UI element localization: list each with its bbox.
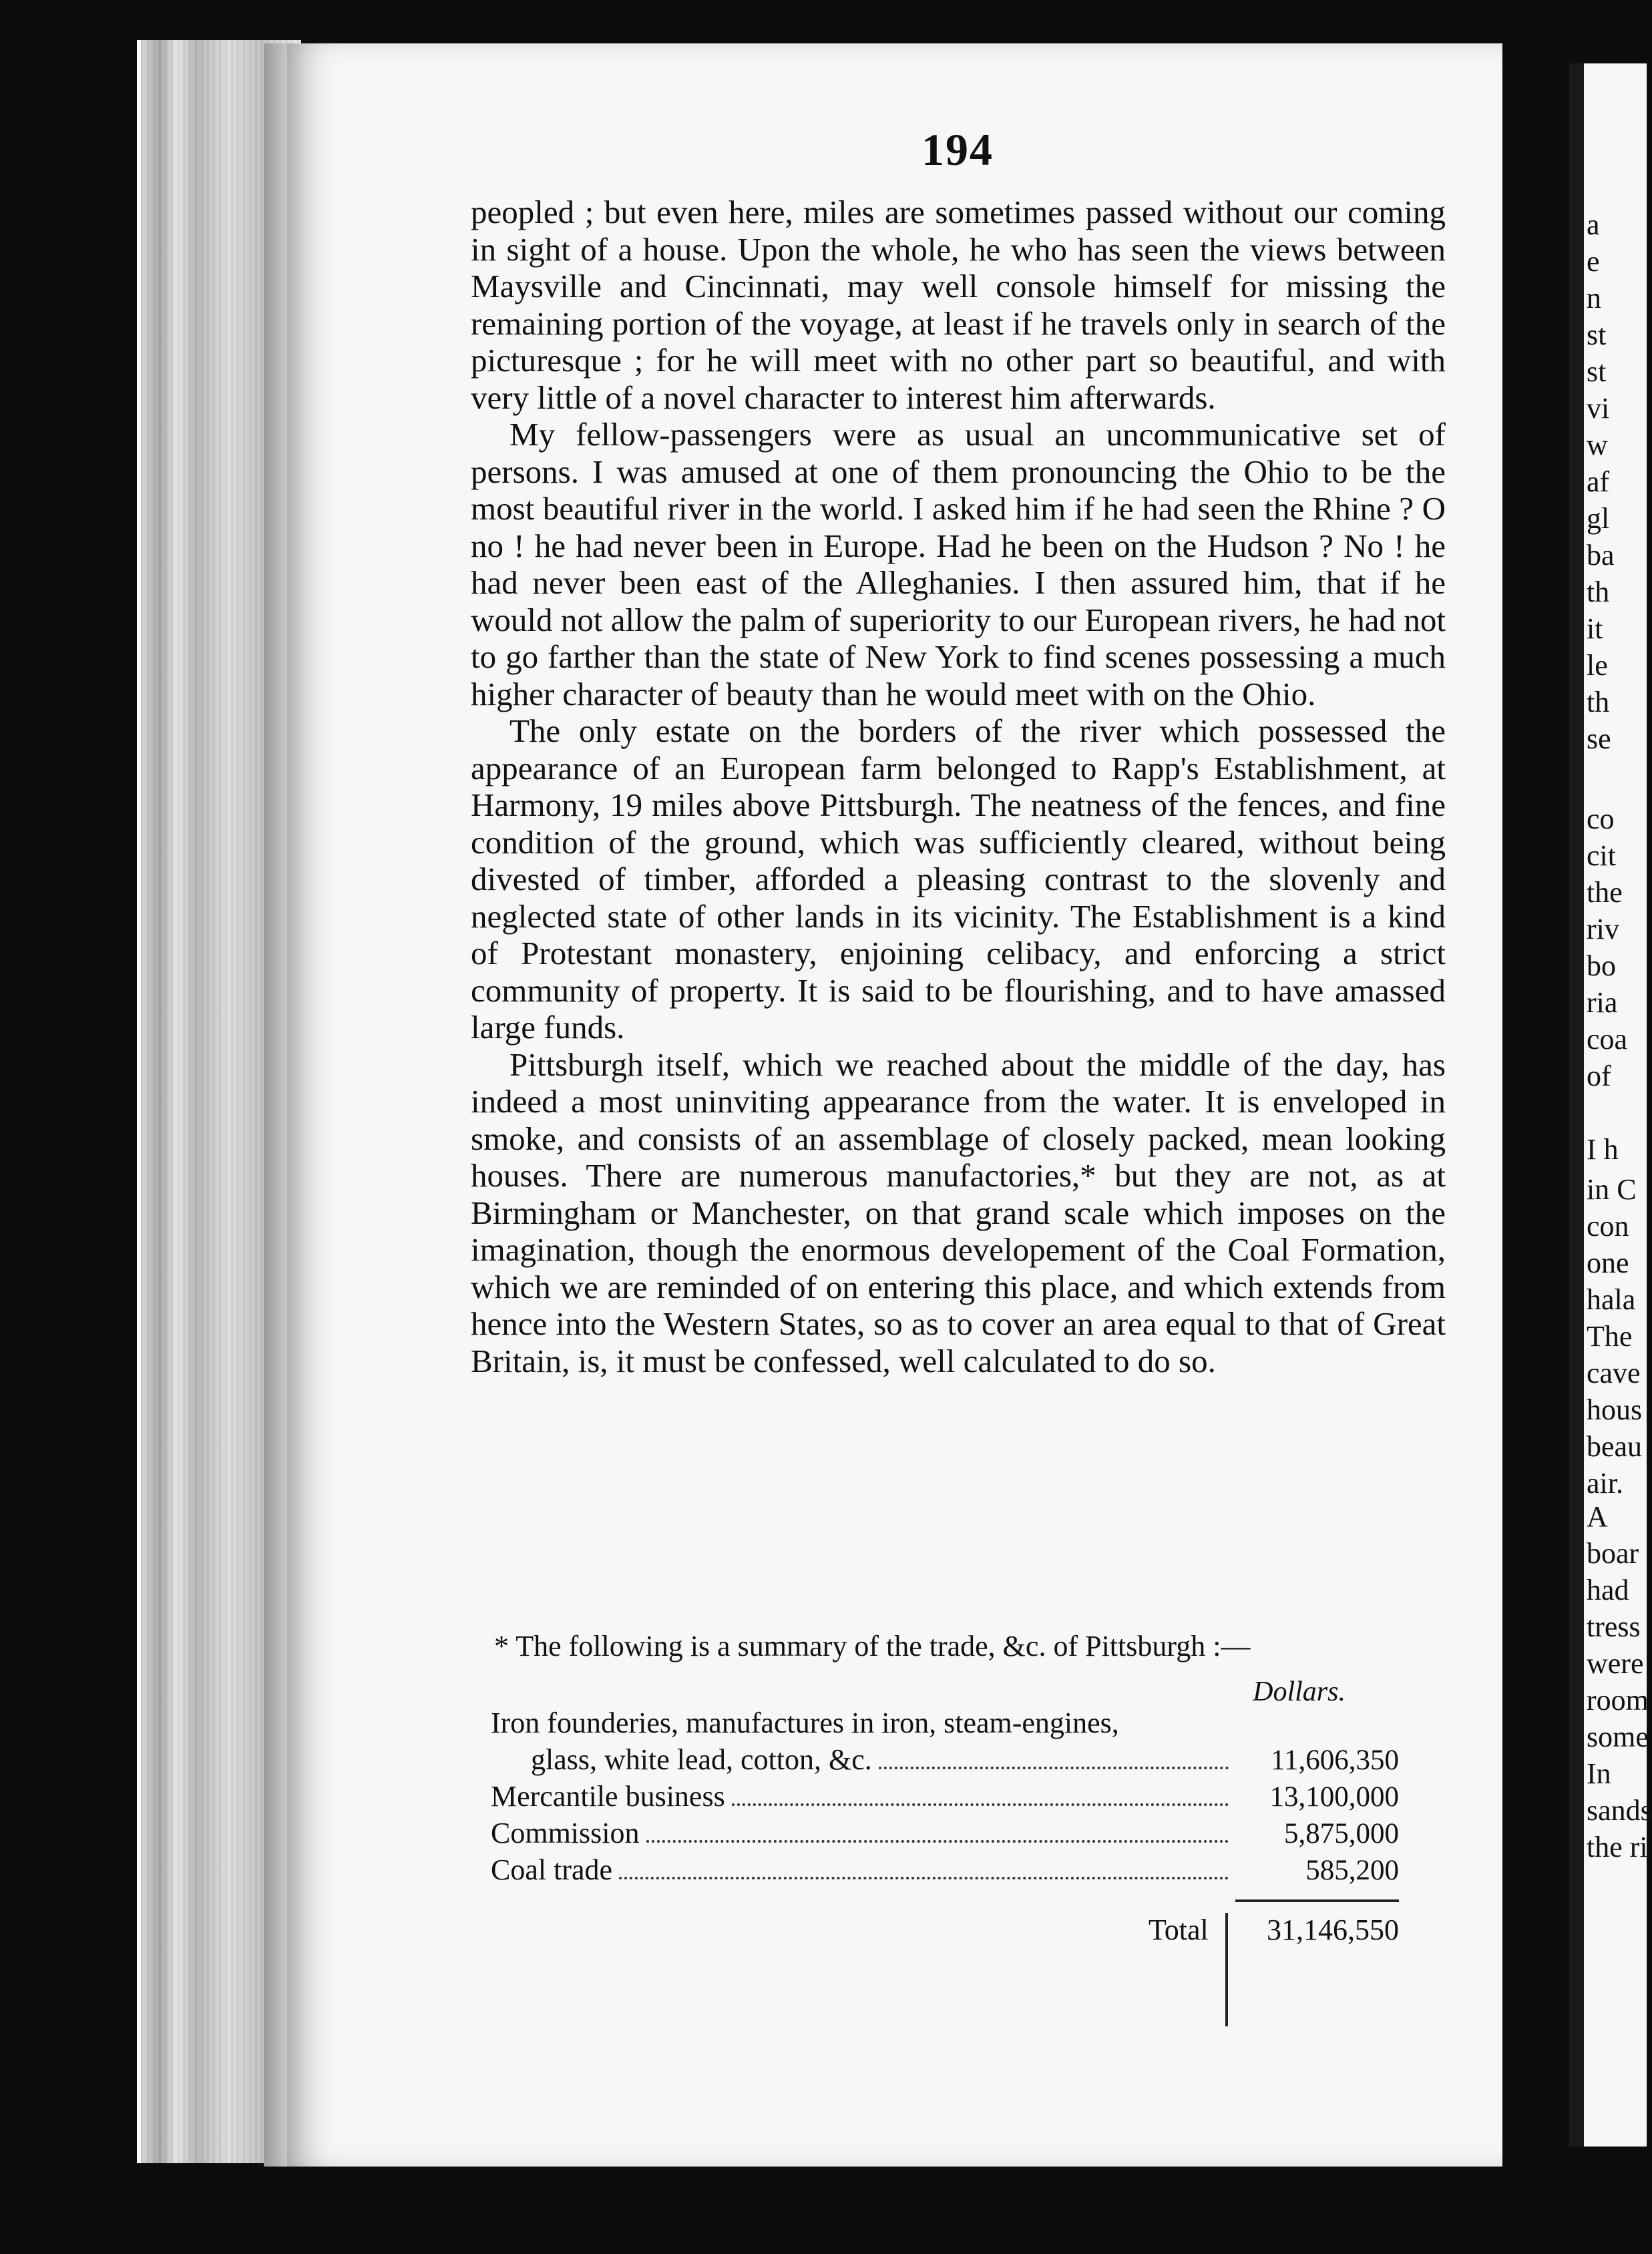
total-value: 31,146,550 <box>1267 1913 1399 1946</box>
leader-dots <box>732 1783 1229 1806</box>
adjacent-page-text-fragment: of <box>1587 1060 1611 1092</box>
adjacent-page-text-fragment: In <box>1587 1757 1611 1790</box>
paragraph: My fellow-passengers were as usual an uncommunicative set of persons. I was amused at one of them pronouncing the Ohio to be the most beautiful river in the world. I asked him if he had seen the Rhine ? O no ! he had never been in Europe. Had he been on the Hudson ? No ! he had never been east of the Alleghanies. I then assured him, that if he would not allow the palm of superiority to our European rivers, he had not to go farther than the state of New York to find scenes possessing a much higher character of beauty than he would meet with on the Ohio. <box>471 416 1446 712</box>
adjacent-page-text-fragment: n <box>1587 282 1601 314</box>
adjacent-page-text-fragment: the <box>1587 876 1623 909</box>
adjacent-page-text-fragment: th <box>1587 686 1610 718</box>
table-row <box>491 1816 1399 1849</box>
adjacent-page-text-fragment: tress <box>1587 1610 1641 1643</box>
row-label: Coal trade <box>491 1853 613 1886</box>
adjacent-page-text-fragment: hala <box>1587 1283 1636 1316</box>
adjacent-page-text-fragment: coa <box>1587 1023 1628 1056</box>
adjacent-page-text-fragment: the ri <box>1587 1831 1648 1863</box>
adjacent-page-text-fragment: le <box>1587 649 1608 682</box>
adjacent-page-text-fragment: were <box>1587 1647 1644 1680</box>
adjacent-page-text-fragment: beau <box>1587 1430 1643 1463</box>
adjacent-page-text-fragment: boar <box>1587 1537 1639 1570</box>
adjacent-page-text-fragment: riv <box>1587 913 1619 945</box>
paragraph: The only estate on the borders of the river which possessed the appearance of an European farm belonged to Rapp's Establishment, at Harmony, 19 miles above Pittsburgh. The neatness of the fences, and fine condition of the ground, which was sufficiently cleared, without being divested of timber, afforded a pleasing contrast to the slovenly and neglected state of other lands in its vicinity. The Establishment is a kind of Protestant monastery, enjoining celibacy, and enforcing a strict community of property. It is said to be flourishing, and to have amassed large funds. <box>471 712 1446 1046</box>
row-label: Iron founderies, manufactures in iron, steam-engines, <box>491 1707 1119 1739</box>
adjacent-page-text-fragment: ba <box>1587 539 1615 572</box>
table-row <box>491 1779 1399 1813</box>
row-amount: 11,606,350 <box>1271 1745 1399 1776</box>
table-row <box>491 1853 1399 1886</box>
adjacent-page-text-fragment: it <box>1587 612 1603 645</box>
adjacent-page-text-fragment: con <box>1587 1210 1629 1243</box>
row-label: Mercantile business <box>491 1780 725 1813</box>
adjacent-page-text-fragment: one <box>1587 1247 1629 1279</box>
unit-label: Dollars. <box>1253 1676 1346 1707</box>
paragraph: Pittsburgh itself, which we reached about the middle of the day, has indeed a most uninviting appearance from the water. It is enveloped in smoke, and consists of an assemblage of closely packed, mean looking houses. There are numerous manufactories,* but they are not, as at Birmingham or Manchester, on that grand scale which imposes on the imagination, though the enormous developement of the Coal Formation, which we are reminded of on entering this place, and which extends from hence into the Western States, so as to cover an area equal to that of Great Britain, is, it must be confessed, well calculated to do so. <box>471 1046 1446 1379</box>
body-text <box>471 194 1446 1379</box>
footnote-intro: * The following is a summary of the trade, &c. of Pittsburgh :— <box>494 1630 1251 1662</box>
adjacent-page-text-fragment: bo <box>1587 949 1616 982</box>
adjacent-page-text-fragment: st <box>1587 355 1607 388</box>
leader-dots <box>646 1820 1229 1843</box>
adjacent-page-text-fragment: se <box>1587 722 1611 755</box>
adjacent-page-text-fragment: st <box>1587 318 1607 351</box>
adjacent-page-text-fragment: room <box>1587 1684 1649 1717</box>
adjacent-page-edge <box>1569 63 1652 2147</box>
adjacent-page-text-fragment: cit <box>1587 839 1616 872</box>
table-row <box>491 1706 1399 1739</box>
adjacent-page-text-fragment: w <box>1587 429 1608 461</box>
row-label: Commission <box>491 1817 640 1849</box>
adjacent-page-text-fragment: had <box>1587 1574 1629 1606</box>
adjacent-page-text-fragment: ria <box>1587 986 1618 1019</box>
adjacent-page-text-fragment: th <box>1587 576 1610 608</box>
adjacent-page-text-fragment: hous <box>1587 1393 1643 1426</box>
row-label: glass, white lead, cotton, &c. <box>531 1743 872 1776</box>
leader-dots <box>879 1747 1229 1769</box>
adjacent-page-text-fragment: e <box>1587 245 1600 278</box>
adjacent-page-text-fragment: I h <box>1587 1133 1619 1166</box>
adjacent-page-text-fragment: A <box>1587 1500 1608 1533</box>
separator-rule <box>1225 1913 1228 2026</box>
adjacent-page-text-fragment: co <box>1587 803 1615 835</box>
paragraph: peopled ; but even here, miles are sometimes passed without our coming in sight of a house. Upon the whole, he who has seen the views between Maysville and Cincinnati, may well console himself for missing the remaining portion of the voyage, at least if he travels only in search of the picturesque ; for he will meet with no other part so beautiful, and with very little of a novel character to interest him afterwards. <box>471 194 1446 416</box>
adjacent-page-text-fragment: af <box>1587 465 1610 498</box>
adjacent-page-text-fragment: The <box>1587 1320 1633 1353</box>
total-label: Total <box>1149 1913 1209 1946</box>
leader-dots <box>619 1857 1229 1879</box>
page-number: 194 <box>921 124 994 175</box>
row-amount: 13,100,000 <box>1269 1781 1399 1813</box>
sum-rule <box>1235 1899 1399 1902</box>
adjacent-page-text-fragment: air. <box>1587 1467 1623 1500</box>
adjacent-page-text-fragment: cave <box>1587 1357 1641 1389</box>
table-row <box>531 1743 1399 1776</box>
adjacent-page-text-fragment: in C <box>1587 1173 1637 1206</box>
adjacent-page-text-fragment: sands <box>1587 1794 1652 1827</box>
footnote <box>491 1629 1399 1946</box>
adjacent-page-text-fragment: some <box>1587 1721 1649 1753</box>
row-amount: 5,875,000 <box>1284 1818 1399 1849</box>
adjacent-page-text-fragment: vi <box>1587 392 1610 425</box>
row-amount: 585,200 <box>1305 1855 1399 1886</box>
adjacent-page-text-fragment: gl <box>1587 502 1610 535</box>
adjacent-page-text-fragment: a <box>1587 208 1600 241</box>
